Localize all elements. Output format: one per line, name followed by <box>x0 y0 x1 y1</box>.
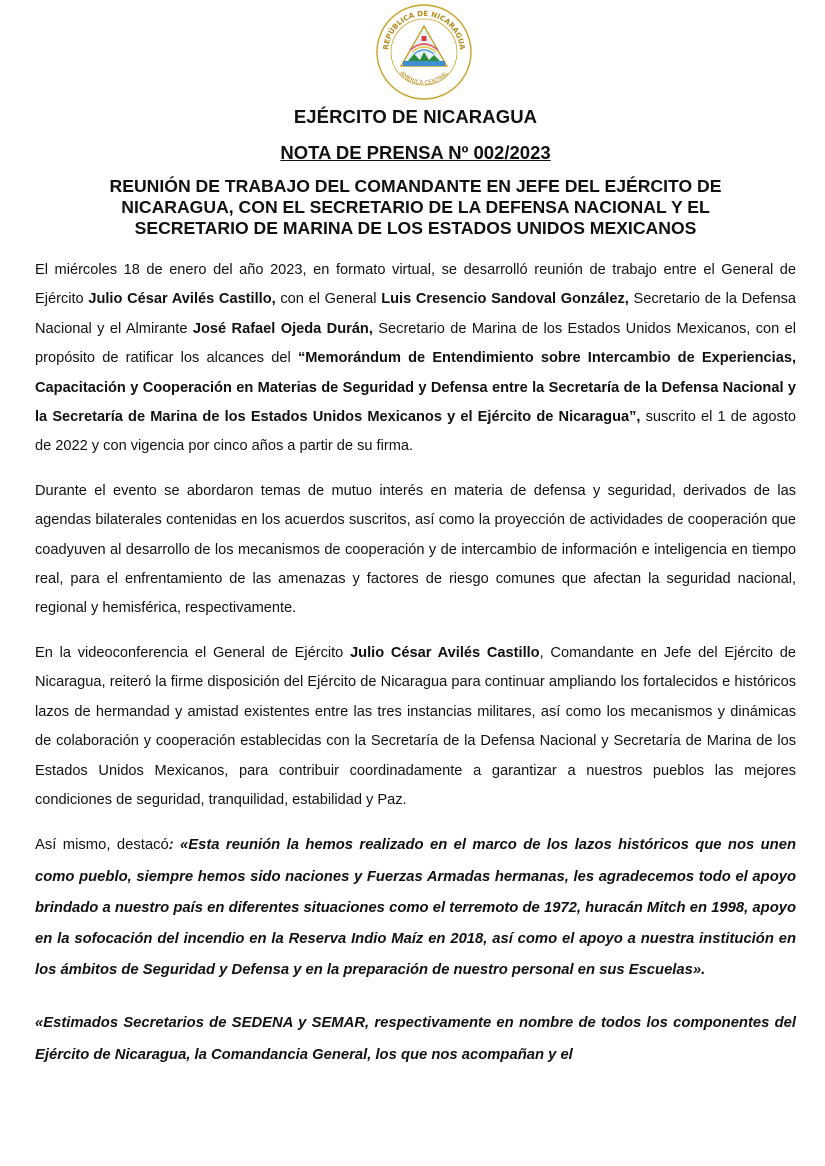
paragraph-3 <box>35 639 796 815</box>
paragraph-5 <box>35 1008 796 1070</box>
p4-lead: Así mismo, destacó <box>35 837 169 854</box>
headline <box>45 176 786 239</box>
p5-quote: «Estimados Secretarios de SEDENA y SEMAR, respectivamente en nombre de todos los componentes del Ejército de Nicaragua, la Comandancia General, los que nos acompañan y el <box>35 1015 796 1063</box>
coat-of-arms-seal <box>374 2 474 102</box>
svg-text:AMÉRICA CENTRAL: AMÉRICA CENTRAL <box>398 70 450 87</box>
paragraph-4 <box>35 830 796 986</box>
svg-text:REPÚBLICA DE NICARAGUA: REPÚBLICA DE NICARAGUA <box>381 8 467 51</box>
headline-line-2: NICARAGUA, CON EL SECRETARIO DE LA DEFENSA NACIONAL Y EL <box>121 197 710 217</box>
p1-bold-name-2: Luis Cresencio Sandoval González, <box>381 291 629 308</box>
p3-text-2: , Comandante en Jefe del Ejército de Nicaragua, reiteró la firme disposición del Ejército de Nicaragua para continuar ampliando los fortalecidos e históricos lazos de hermandad y amistad existentes entre las tres instancias militares, así como los mecanismos y dinámicas de colaboración y cooperación establecidas con la Secretaría de la Defensa Nacional y Secretaría de Marina de los Estados Unidos Mexicanos, para contribuir coordinadamente a garantizar a nuestros pueblos las mejores condiciones de seguridad, tranquilidad, estabilidad y Paz. <box>35 644 796 808</box>
p1-text-3: Secretario de la Defensa Nacional y el Almirante <box>35 291 797 337</box>
p1-bold-name-3: José Rafael Ojeda Durán, <box>192 320 373 337</box>
p1-text-4: Secretario de Marina de los Estados Unidos Mexicanos, con el propósito de ratificar los alcances del <box>35 320 796 367</box>
paragraph-1 <box>35 256 796 462</box>
organization-title: EJÉRCITO DE NICARAGUA <box>293 106 538 127</box>
p1-text-2: con el General <box>275 291 382 308</box>
press-note-number: NOTA DE PRENSA Nº 002/2023 <box>280 142 551 163</box>
p1-text-5: suscrito el 1 de agosto de 2022 y con vigencia por cinco años a partir de su firma. <box>35 409 796 455</box>
article-body <box>35 256 796 1086</box>
p3-text-1: En la videoconferencia el General de Ejército <box>35 644 351 661</box>
p1-text-1: El miércoles 18 de enero del año 2023, en formato virtual, se desarrolló reunión de trabajo entre el General de Ejército <box>35 262 796 308</box>
p4-quote: : «Esta reunión la hemos realizado en el marco de los lazos históricos que nos unen como pueblo, siempre hemos sido naciones y Fuerzas Armadas hermanas, les agradecemos todo el apoyo brindado a nuestro país en diferentes situaciones como el terremoto de 1972, huracán Mitch en 1998, apoyo en la sofocación del incendio en la Reserva Indio Maíz en 2018, así como el apoyo a nuestra institución en los ámbitos de Seguridad y Defensa y en la preparación de nuestro personal en sus Escuelas». <box>35 837 796 979</box>
p1-bold-memorandum: “Memorándum de Entendimiento sobre Intercambio de Experiencias, Capacitación y Cooperación en Materias de Seguridad y Defensa entre la Secretaría de la Defensa Nacional y la Secretaría de Marina de los Estados Unidos Mexicanos y el Ejército de Nicaragua”, <box>35 350 796 426</box>
p3-bold-name: Julio César Avilés Castillo <box>350 644 540 661</box>
paragraph-2: Durante el evento se abordaron temas de mutuo interés en materia de defensa y seguridad, derivados de las agendas bilaterales contenidas en los acuerdos suscritos, así como la proyección de actividades de cooperación que coadyuven al desarrollo de los mecanismos de cooperación y de intercambio de información e inteligencia en tiempo real, para el enfrentamiento de las amenazas y factores de riesgo comunes que afectan la seguridad nacional, regional y hemisférica, respectivamente. <box>35 482 796 617</box>
headline-line-1: REUNIÓN DE TRABAJO DEL COMANDANTE EN JEFE DEL EJÉRCITO DE <box>109 176 722 196</box>
headline-line-3: SECRETARIO DE MARINA DE LOS ESTADOS UNIDOS MEXICANOS <box>134 218 697 238</box>
p1-bold-name-1: Julio César Avilés Castillo, <box>88 291 276 308</box>
